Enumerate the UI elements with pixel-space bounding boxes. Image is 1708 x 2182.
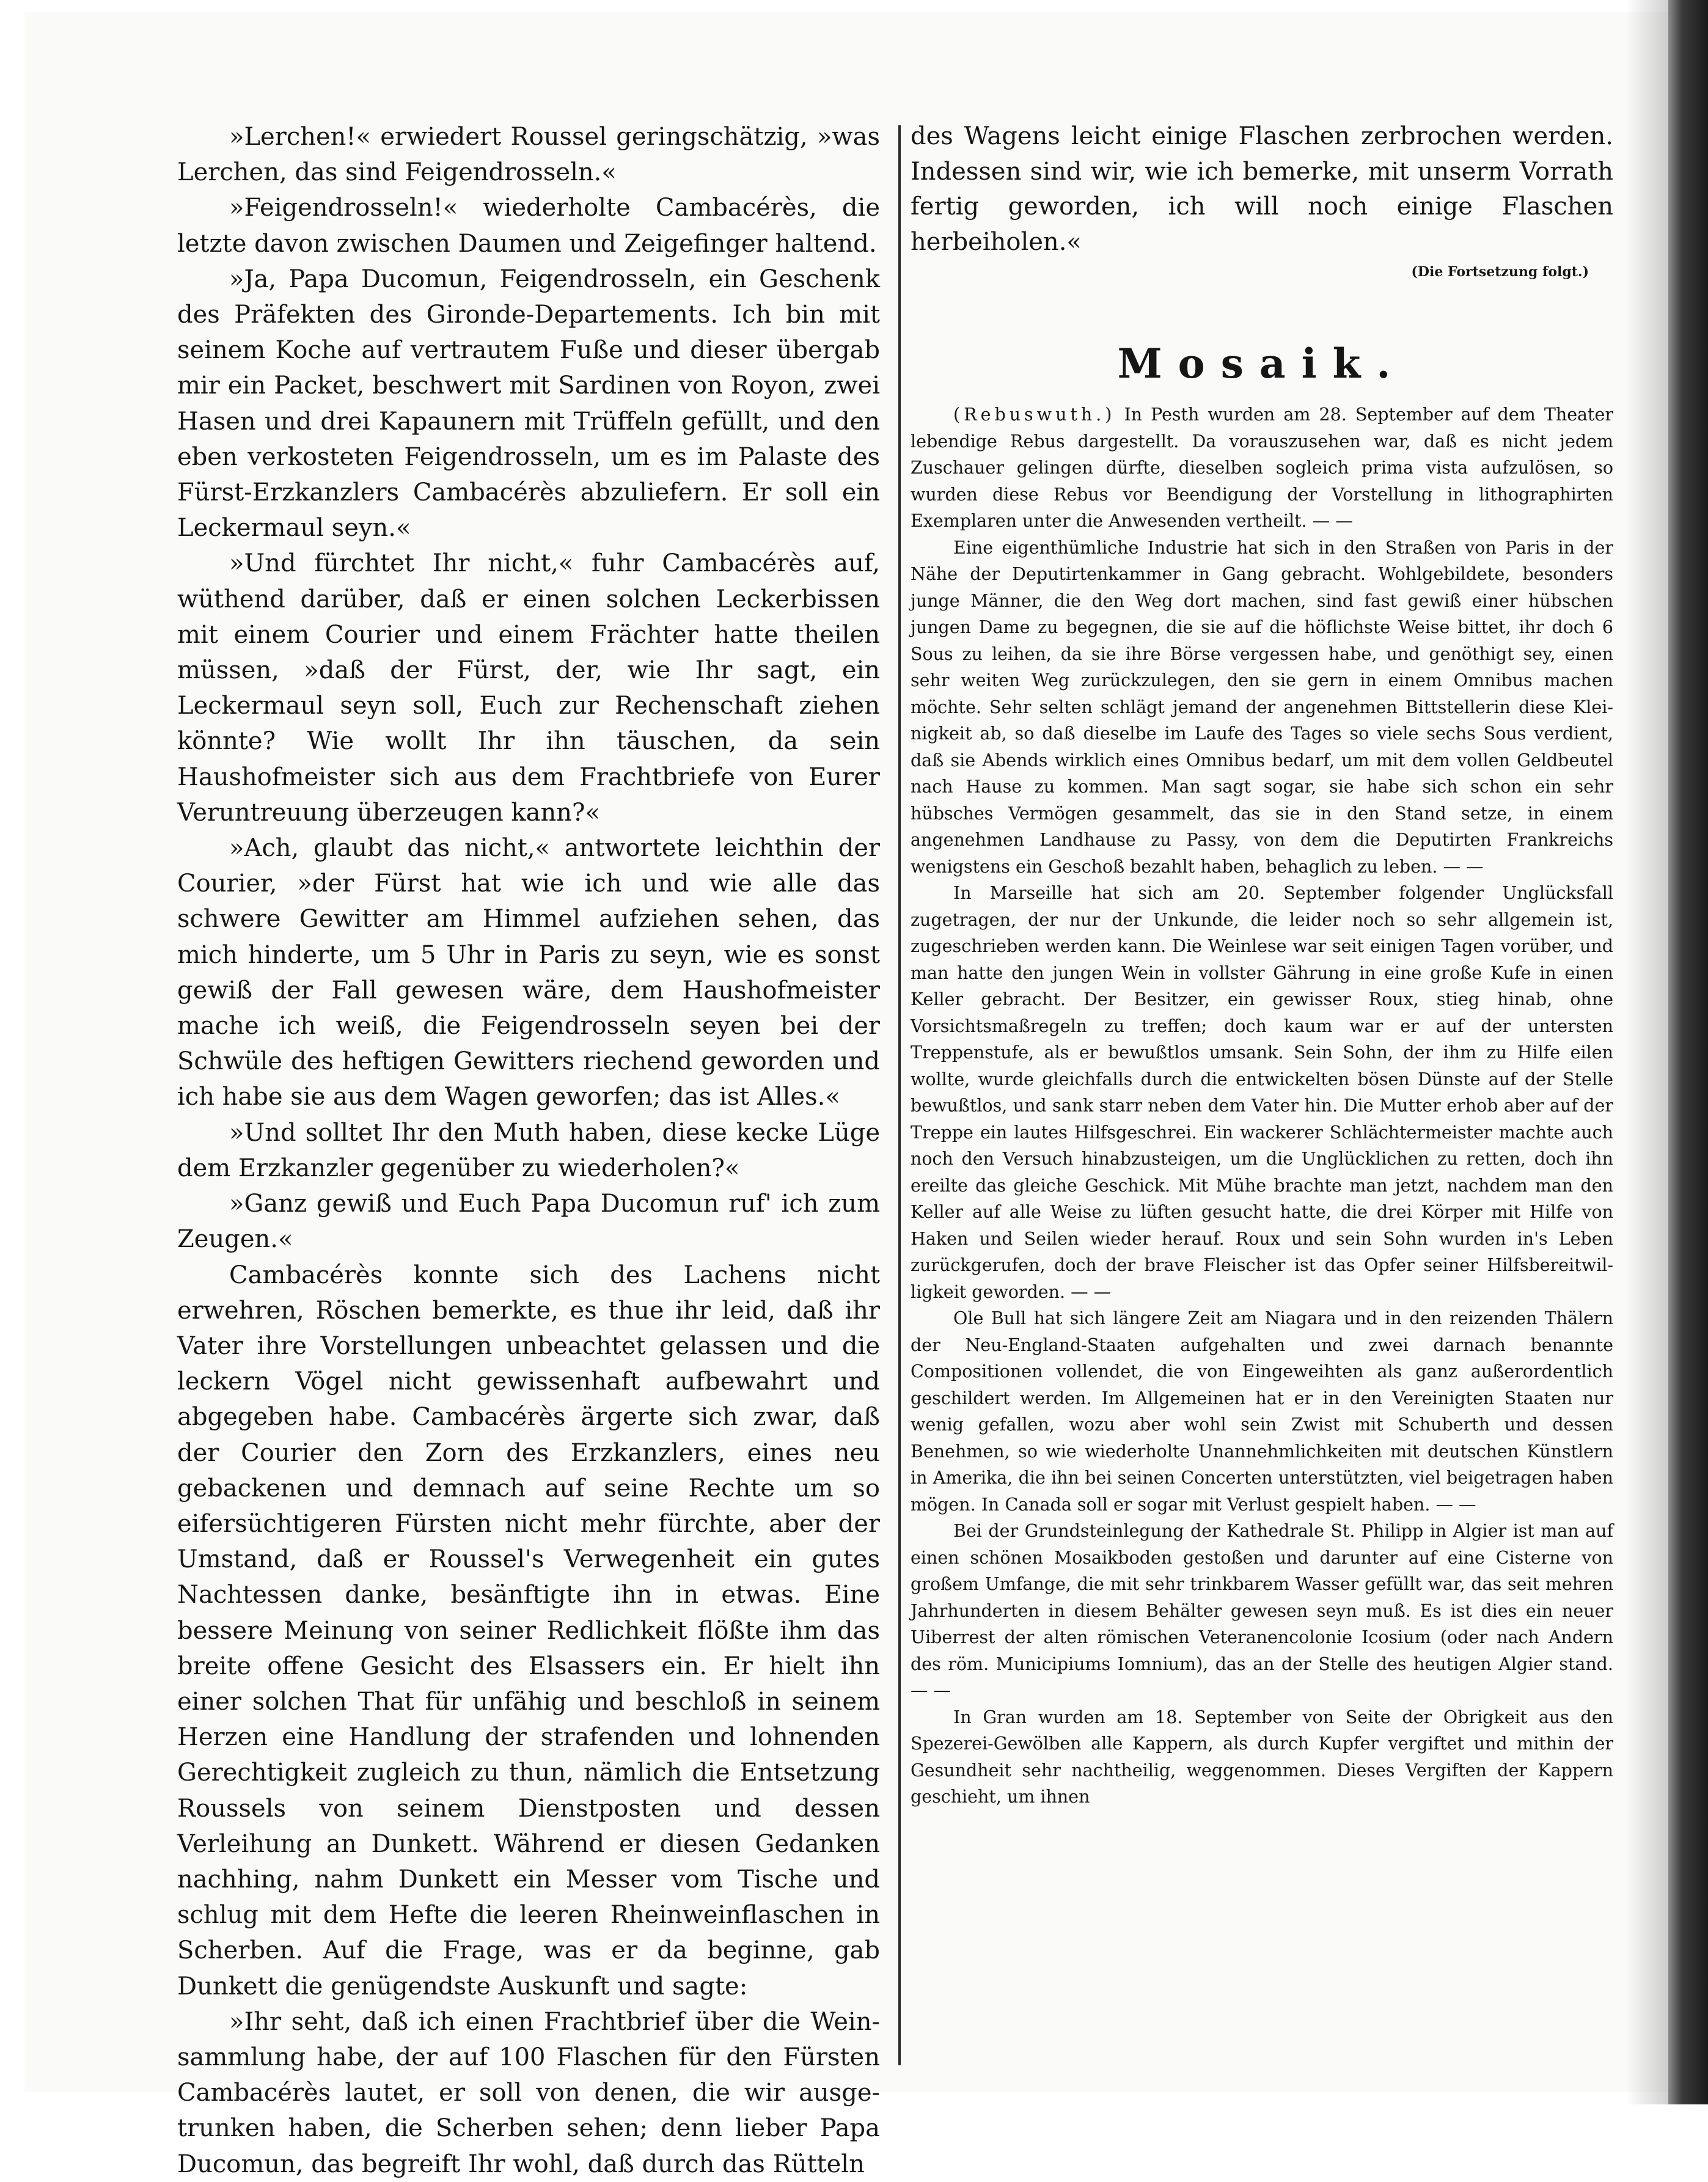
section-title-mosaik: Mosaik.: [1117, 340, 1407, 387]
left-paragraph-5: »Ach, glaubt das nicht,« antwortete leichthin der Courier, »der Fürst hat wie ich und wie alle das schwere Gewitter am Himmel aufziehen sehen, das mich hinderte, um 5 Uhr in Paris zu seyn, wie es sonst gewiß der Fall gewesen wäre, dem Haushofmeister mache ich weiß, die Feigendrosseln seyen bei der Schwüle des heftigen Gewitters riechend geworden und ich habe sie aus dem Wagen geworfen; das ist Alles.«: [177, 834, 880, 1111]
left-paragraph-4: »Und fürchtet Ihr nicht,« fuhr Cambacérès auf, wüthend darüber, daß er einen solchen Leckerbissen mit einem Courier und einem Frächter hatte theilen müssen, »daß der Fürst, der, wie Ihr sagt, ein Leckermaul seyn soll, Euch zur Rechenschaft ziehen könnte? Wie wollt Ihr ihn täuschen, da sein Haushofmeister sich aus dem Frachtbriefe von Eurer Veruntreuung überzeugen kann?«: [177, 549, 880, 827]
left-column: [177, 119, 880, 2182]
story-continuation: [911, 119, 1613, 260]
mosaik-item-marseille: In Marseille hat sich am 20. September folgender Unglücksfall zugetragen, der nur der Unkunde, die leider noch so sehr allgemein ist, zugeschrieben werden kann. Die Weinlese war seit einigen Tagen vorüber, und man hatte den jungen Wein in vollster Gährung in eine große Kufe in einen Keller gebracht. Der Besitzer, ein gewisser Roux, stieg hinab, ohne Vorsichtsmaßregeln zu treffen; doch kaum war er auf der untersten Treppenstufe, als er bewußtlos umsank. Sein Sohn, der ihm zu Hilfe eilen wollte, wurde gleichfalls durch die entwickelten bösen Dünste auf der Stelle bewußtlos, und sank starr neben dem Vater hin. Die Mutter erhob aber auf der Treppe ein lautes Hilfsgeschrei. Ein wackerer Schlächtermeister machte auch noch den Versuch hinabzusteigen, um die Unglücklichen zu retten, doch ihn ereilte das gleiche Geschick. Mit Mühe brachte man jetzt, nachdem man den Keller auf alle Weise zu lüften gesucht hatte, die drei Körper mit Hilfe von Haken und Seilen wieder herauf. Roux und sein Sohn wurden in's Leben zurückgerufen, doch der brave Fleischer ist das Opfer seiner Hilfsbereitwilligkeit geworden. — —: [911, 883, 1613, 1302]
mosaik-item-ole-bull: Ole Bull hat sich längere Zeit am Niagara und in den reizenden Thälern der Neu-England-Staaten aufgehalten und zwei darnach benannte Compositionen vollendet, die von Eingeweihten als ganz außerordentlich geschildert werden. Im Allgemeinen hat er in den Vereinigten Staaten nur wenig gefallen, wozu aber wohl sein Zwist mit Schuberth und dessen Benehmen, so wie wiederholte Unannehmlichkeiten mit deutschen Künstlern in Amerika, die ihn bei seinen Concerten unterstützten, viel beigetragen haben mögen. In Canada soll er sogar mit Verlust gespielt haben. — —: [911, 1308, 1613, 1515]
continued-note: (Die Fortsetzung folgt.): [1411, 264, 1589, 280]
left-paragraph-3: »Ja, Papa Ducomun, Feigendrosseln, ein Geschenk des Präfekten des Gironde-Departements. Ich bin mit seinem Koche auf vertrautem Fuße und dieser übergab mir ein Packet, beschwert mit Sardinen von Royon, zwei Hasen und drei Kapaunern mit Trüffeln gefüllt, und den eben verkosteten Feigendrosseln, um es im Palaste des Fürst-Erzkanzlers Cambacérès abzuliefern. Er soll ein Leckermaul seyn.«: [177, 265, 880, 543]
left-paragraph-1: »Lerchen!« erwiedert Roussel geringschätzig, »was Lerchen, das sind Feigendrosseln.«: [177, 123, 880, 187]
column-divider-rule: [898, 125, 901, 2065]
mosaik-item-paris: Eine eigenthümliche Industrie hat sich in den Straßen von Paris in der Nähe der Deputirtenkammer in Gang gebracht. Wohlgebildete, besonders junge Männer, die den Weg dort machen, sind fast gewiß einer hübschen jungen Dame zu begegnen, die sie auf die höflichste Weise bittet, ihr doch 6 Sous zu leihen, da sie ihre Börse vergessen habe, und genöthigt sey, einen sehr weiten Weg zurückzulegen, den sie gern in einem Omnibus machen möchte. Sehr selten schlägt jemand der angenehmen Bittstellerin diese Kleinigkeit ab, so daß dieselbe im Laufe des Tages so viele sechs Sous verdient, daß sie Abends wirklich eines Omnibus bedarf, um mit dem vollen Geldbeutel nach Hause zu kommen. Man sagt sogar, sie habe sich schon ein sehr hübsches Vermögen gesammelt, das sie in den Stand setze, in einem angenehmen Landhause zu Passy, von dem die Deputirten Frankreichs wenigstens ein Geschoß bezahlt haben, behaglich zu leben. — —: [911, 537, 1613, 877]
right-column: [911, 119, 1613, 1810]
left-paragraph-6: »Und solltet Ihr den Muth haben, diese kecke Lüge dem Erzkanzler gegenüber zu wiederholen?«: [177, 1118, 880, 1182]
mosaik-item-rebus: [911, 401, 1613, 535]
page-gutter-shadow: [1626, 0, 1668, 2104]
rebus-keyword: (Rebuswuth.): [953, 405, 1116, 425]
book-spine-edge: [1668, 0, 1708, 2104]
left-paragraph-8: Cambacérès konnte sich des Lachens nicht erwehren, Röschen bemerkte, es thue ihr leid, daß ihr Vater ihre Vorstellungen unbeachtet gelassen und die leckern Vögel nicht gewissenhaft aufbewahrt und abgegeben habe. Cambacérès ärgerte sich zwar, daß der Courier den Zorn des Erzkanzlers, eines neu gebackenen und demnach auf seine Rechte um so eifersüchtigeren Fürsten nicht mehr fürchte, aber der Umstand, daß er Roussel's Verwegenheit ein gutes Nachtessen danke, besänftigte ihn in etwas. Eine bessere Meinung von seiner Redlichkeit flößte ihm das breite offene Gesicht des Elsassers ein. Er hielt ihn einer solchen That für unfähig und beschloß in seinem Herzen eine Handlung der strafenden und lohnenden Gerechtigkeit zugleich zu thun, nämlich die Entsetzung Roussels von seinem Dienstposten und dessen Verleihung an Dunkett. Während er diesen Gedanken nachhing, nahm Dunkett ein Messer vom Tische und schlug mit dem Hefte die leeren Rheinweinflaschen in Scherben. Auf die Frage, was er da beginne, gab Dunkett die genügendste Auskunft und sagte:: [177, 1261, 880, 2001]
mosaik-section: [911, 401, 1613, 1810]
rebus-body: In Pesth wurden am 28. September auf dem Theater lebendige Rebus dargestellt. Da vorauszusehen war, daß es nicht jedem Zuschauer gelingen dürfte, dieselben sogleich prima vista aufzulösen, so wurden diese Rebus vor Beendigung der Vorstellung in lithographirten Exemplaren unter die Anwesenden vertheilt. — —: [911, 405, 1613, 531]
mosaik-item-gran: In Gran wurden am 18. September von Seite der Obrigkeit aus den Spezerei-Gewölben alle Kappern, als durch Kupfer vergiftet und mithin der Gesundheit sehr nachtheilig, weggenommen. Dieses Vergiften der Kappern geschieht, um ihnen: [911, 1707, 1613, 1807]
left-paragraph-9: »Ihr seht, daß ich einen Frachtbrief über die Weinsammlung habe, der auf 100 Flaschen für den Fürsten Cambacérès lautet, er soll von denen, die wir ausgetrunken haben, die Scherben sehen; denn lieber Papa Ducomun, das begreift Ihr wohl, daß durch das Rütteln: [177, 2007, 880, 2178]
left-paragraph-7: »Ganz gewiß und Euch Papa Ducomun ruf' ich zum Zeugen.«: [177, 1190, 880, 1254]
mosaik-item-algier: Bei der Grundsteinlegung der Kathedrale St. Philipp in Algier ist man auf einen schönen Mosaikboden gestoßen und darunter auf eine Cisterne von großem Umfange, die mit sehr trinkbarem Wasser gefüllt war, das seit mehren Jahrhunderten in diesem Behälter gewesen seyn muß. Es ist dies ein neuer Uiberrest der alten römischen Veteranencolonie Icosium (oder nach Andern des röm. Municipiums Iomnium), das an der Stelle des heutigen Algier stand. — —: [911, 1521, 1613, 1701]
continuation-paragraph: des Wagens leicht einige Flaschen zerbrochen werden. Indessen sind wir, wie ich bemerke, mit unserm Vorrath fertig geworden, ich will noch einige Flaschen herbeiholen.«: [911, 122, 1613, 256]
left-paragraph-2: »Feigendrosseln!« wiederholte Cambacérès, die letzte davon zwischen Daumen und Zeigefinger haltend.: [177, 194, 880, 258]
